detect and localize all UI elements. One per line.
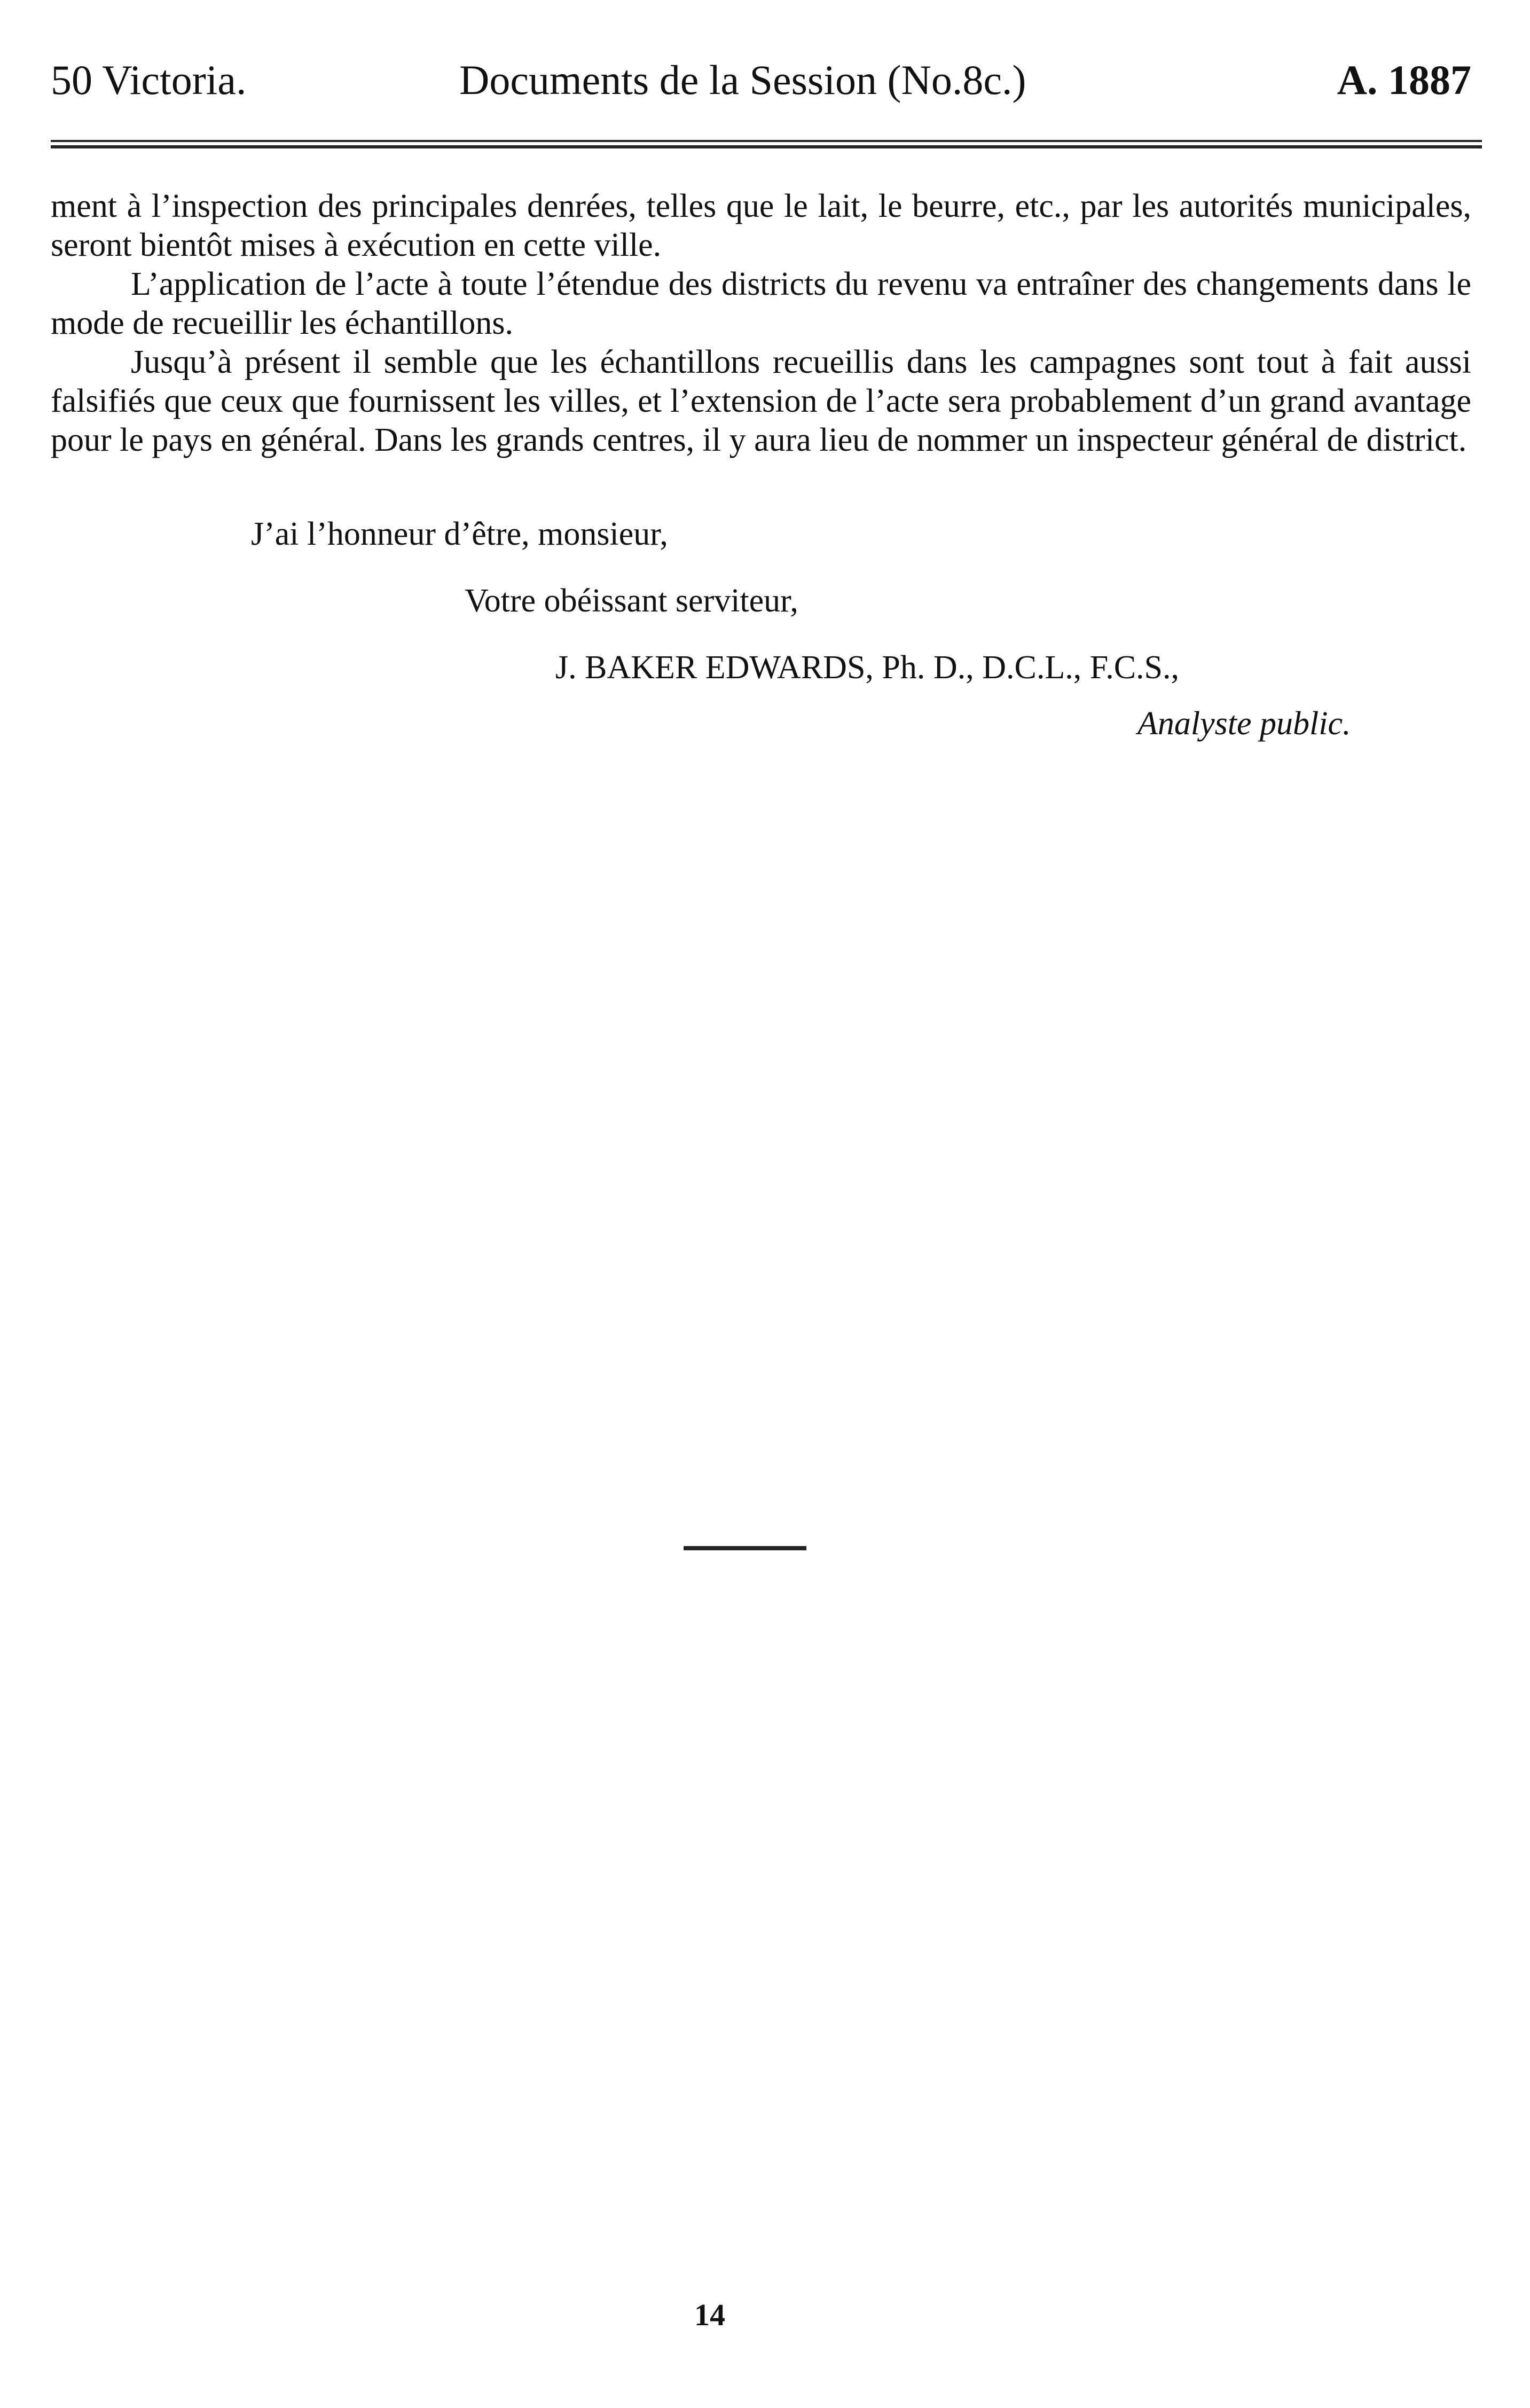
- header-rule-thin: [51, 140, 1482, 142]
- header-session-year: 50 Victoria.: [51, 57, 247, 103]
- header-document-title: Documents de la Session (No.8c.): [459, 57, 1026, 103]
- page-header: [51, 51, 1482, 109]
- closing-valediction: Votre obéissant serviteur,: [465, 583, 798, 619]
- signature-name: J. BAKER EDWARDS, Ph. D., D.C.L., F.C.S.,: [555, 649, 1180, 686]
- header-rule-thick: [51, 145, 1482, 148]
- paragraph-samples: Jusqu’à présent il semble que les échantillons recueillis dans les campagnes sont tout à fait aussi falsifiés que ceux que fournissent les villes, et l’extension de l’acte sera probablement d’un grand avantage pour le pays en général. Dans les grands centres, il y aura lieu de nommer un inspecteur général de district.: [51, 344, 1471, 458]
- paragraph-application: L’application de l’acte à toute l’étendue des districts du revenu va entraîner des changements dans le mode de recueillir les échantillons.: [51, 266, 1471, 341]
- section-divider: [684, 1546, 806, 1550]
- body-text: [51, 187, 1471, 460]
- closing-salutation: J’ai l’honneur d’être, monsieur,: [251, 516, 668, 552]
- paragraph-continuation: ment à l’inspection des principales denrées, telles que le lait, le beurre, etc., par les autorités municipales, seront bientôt mises à exécution en cette ville.: [51, 188, 1471, 263]
- signature-title: Analyste public.: [1137, 705, 1351, 742]
- page-number: 14: [694, 2297, 725, 2332]
- header-year: A. 1887: [1337, 57, 1471, 103]
